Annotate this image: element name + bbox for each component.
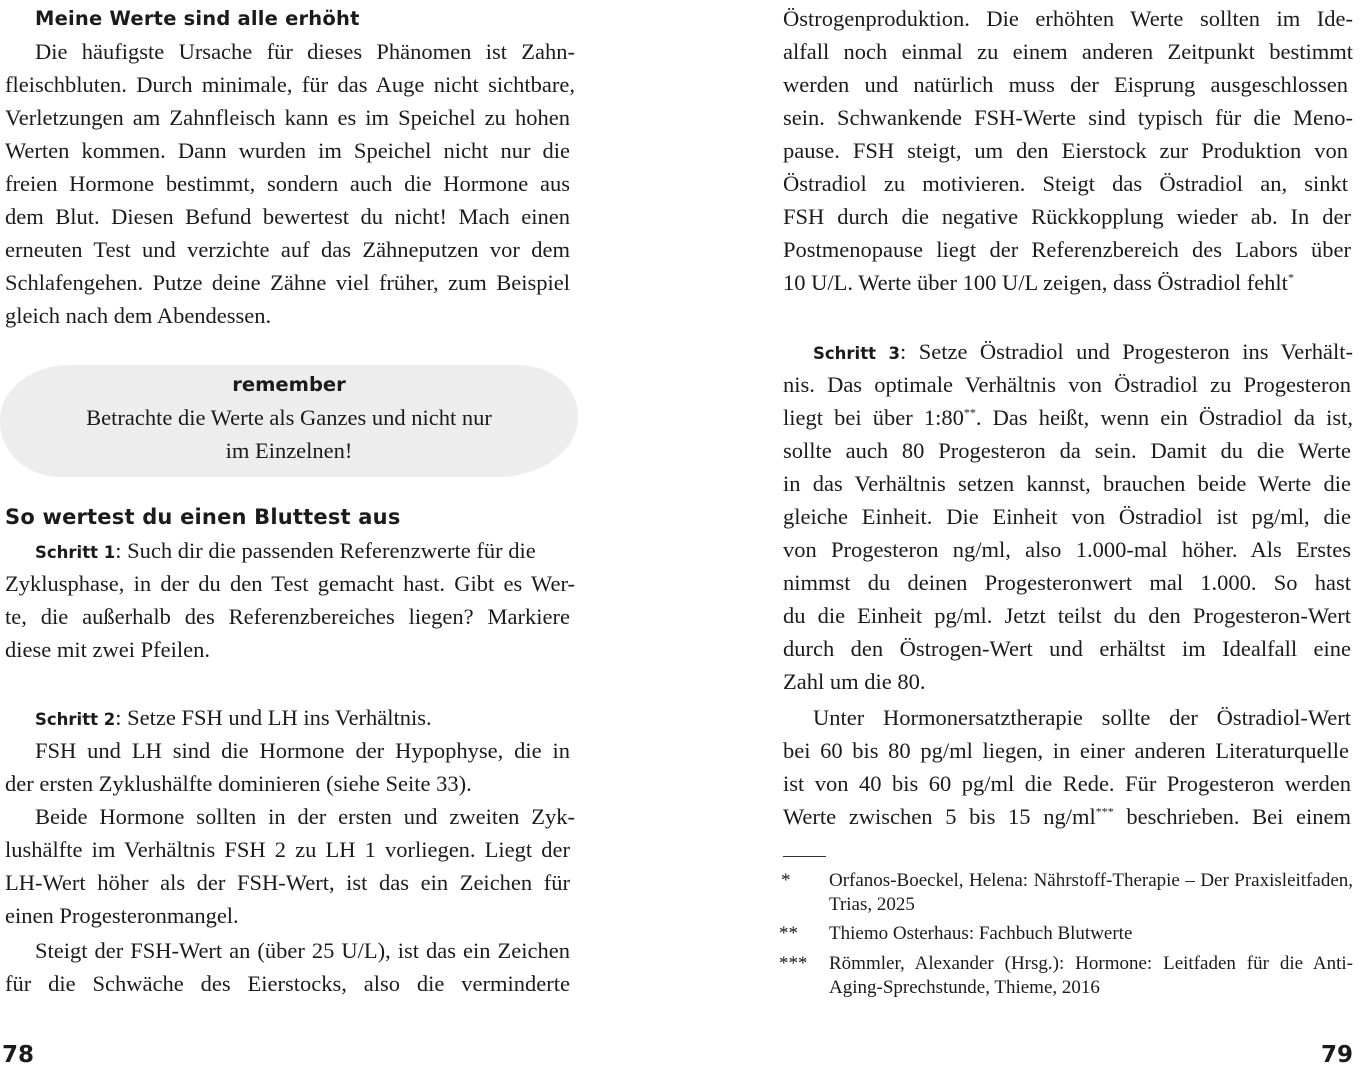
paragraph-line: Unter Hormonersatztherapie sollte der Östradiol-Wert	[813, 705, 1351, 730]
paragraph-line: in das Verhältnis setzen kannst, brauchen beide Werte die	[783, 471, 1351, 496]
paragraph-line: der ersten Zyklushälfte dominieren (siehe Seite 33).	[5, 771, 472, 796]
paragraph-line: FSH durch die negative Rückkopplung wieder ab. In der	[783, 204, 1351, 229]
paragraph-line: Verletzungen am Zahnfleisch kann es im Speichel zu hohen	[5, 105, 570, 130]
paragraph-line: gleich nach dem Abendessen.	[5, 303, 272, 328]
step-2-label: Schritt 2	[35, 710, 116, 729]
footnote-text: Aging-Sprechstunde, Thieme, 2016	[829, 977, 1100, 998]
paragraph-line: Die häufigste Ursache für dieses Phänomen ist Zahn-	[35, 39, 575, 64]
paragraph-line: werden und natürlich muss der Eisprung ausgeschlossen	[783, 72, 1348, 97]
paragraph-line: sein. Schwankende FSH-Werte sind typisch für die Meno-	[783, 105, 1353, 130]
paragraph-line: te, die außerhalb des Referenzbereiches liegen? Markiere	[5, 604, 570, 629]
paragraph-line: für die Schwäche des Eierstocks, also die verminderte	[5, 971, 570, 996]
footnote-mark: *	[781, 870, 791, 891]
page-number-left: 78	[2, 1042, 35, 1068]
paragraph-line: Zyklusphase, in der du den Test gemacht hast. Gibt es Wer-	[5, 571, 575, 596]
paragraph-line: gleiche Einheit. Die Einheit von Östradiol ist pg/ml, die	[783, 504, 1351, 529]
paragraph-line: freien Hormone bestimmt, sondern auch die Hormone aus	[5, 171, 570, 196]
paragraph-line: ist von 40 bis 60 pg/ml die Rede. Für Progesteron werden	[783, 771, 1351, 796]
paragraph-line: Beide Hormone sollten in der ersten und zweiten Zyk-	[35, 804, 575, 829]
paragraph-line: Schlafengehen. Putze deine Zähne viel früher, zum Beispiel	[5, 270, 570, 295]
paragraph-line: du die Einheit pg/ml. Jetzt teilst du den Progesteron-Wert	[783, 603, 1351, 628]
paragraph-line: nimmst du deinen Progesteronwert mal 1.000. So hast	[783, 570, 1351, 595]
paragraph-line: pause. FSH steigt, um den Eierstock zur Produktion von	[783, 138, 1348, 163]
step-1-label: Schritt 1	[35, 543, 116, 562]
footnote-mark: **	[779, 923, 798, 944]
paragraph-line: diese mit zwei Pfeilen.	[5, 637, 210, 662]
paragraph-line: einen Progesteronmangel.	[5, 903, 239, 928]
remember-text-line: Betrachte die Werte als Ganzes und nicht nur	[86, 405, 492, 430]
paragraph-line: liegt bei über 1:80**. Das heißt, wenn ein Östradiol da ist,	[783, 405, 1353, 430]
paragraph-line: erneuten Test und verzichte auf das Zähneputzen vor dem	[5, 237, 570, 262]
paragraph-line: Östradiol zu motivieren. Steigt das Östradiol an, sinkt	[783, 171, 1348, 196]
step-1-line: Schritt 1: Such dir die passenden Referenzwerte für die	[35, 538, 536, 563]
section-heading-blood-test: So wertest du einen Bluttest aus	[5, 505, 401, 529]
footnote-divider	[783, 856, 826, 857]
paragraph-line: alfall noch einmal zu einem anderen Zeitpunkt bestimmt	[783, 39, 1353, 64]
paragraph-line: bei 60 bis 80 pg/ml liegen, in einer anderen Literaturquelle	[783, 738, 1349, 763]
paragraph-line: LH-Wert höher als der FSH-Wert, ist das ein Zeichen für	[5, 870, 570, 895]
footnote-text: Orfanos-Boeckel, Helena: Nährstoff-Therapie – Der Praxisleitfaden,	[829, 870, 1353, 891]
paragraph-line: Werte zwischen 5 bis 15 ng/ml*** beschrieben. Bei einem	[783, 804, 1351, 829]
paragraph-line: durch den Östrogen-Wert und erhältst im Idealfall eine	[783, 636, 1351, 661]
page-number-right: 79	[1321, 1042, 1354, 1068]
step-2-line: Schritt 2: Setze FSH und LH ins Verhältnis.	[35, 705, 432, 730]
footnote-text: Trias, 2025	[829, 894, 915, 915]
paragraph-line: Werten kommen. Dann wurden im Speichel nicht nur die	[5, 138, 570, 163]
remember-text-line: im Einzelnen!	[225, 438, 353, 463]
footnote-text: Römmler, Alexander (Hrsg.): Hormone: Leitfaden für die Anti-	[829, 953, 1353, 974]
paragraph-line: Steigt der FSH-Wert an (über 25 U/L), ist das ein Zeichen	[35, 938, 570, 963]
footnote-ref-3[interactable]: ***	[1095, 804, 1114, 819]
step-3-line: Schritt 3: Setze Östradiol und Progesteron ins Verhält-	[813, 339, 1353, 364]
paragraph-line: fleischbluten. Durch minimale, für das Auge nicht sichtbare,	[5, 72, 575, 97]
section-heading-values-elevated: Meine Werte sind alle erhöht	[35, 7, 360, 30]
paragraph-line: Östrogenproduktion. Die erhöhten Werte sollten im Ide-	[783, 6, 1353, 31]
remember-title: remember	[232, 373, 346, 396]
paragraph-line: lushälfte im Verhältnis FSH 2 zu LH 1 vorliegen. Liegt der	[5, 837, 570, 862]
footnote-ref-1[interactable]: *	[1287, 270, 1294, 285]
paragraph-line: nis. Das optimale Verhältnis von Östradiol zu Progesteron	[783, 372, 1351, 397]
step-3-label: Schritt 3	[813, 344, 901, 363]
paragraph-line: Postmenopause liegt der Referenzbereich des Labors über	[783, 237, 1351, 262]
paragraph-line: dem Blut. Diesen Befund bewertest du nicht! Mach einen	[5, 204, 570, 229]
paragraph-line: FSH und LH sind die Hormone der Hypophyse, die in	[35, 738, 570, 763]
paragraph-line: Zahl um die 80.	[783, 669, 926, 694]
paragraph-line: sollte auch 80 Progesteron da sein. Damit du die Werte	[783, 438, 1351, 463]
paragraph-line: von Progesteron ng/ml, also 1.000-mal höher. Als Erstes	[783, 537, 1351, 562]
paragraph-line: 10 U/L. Werte über 100 U/L zeigen, dass Östradiol fehlt*	[783, 270, 1294, 295]
footnote-text: Thiemo Osterhaus: Fachbuch Blutwerte	[829, 923, 1133, 944]
footnote-ref-2[interactable]: **	[963, 405, 976, 420]
footnote-mark: ***	[779, 953, 808, 974]
